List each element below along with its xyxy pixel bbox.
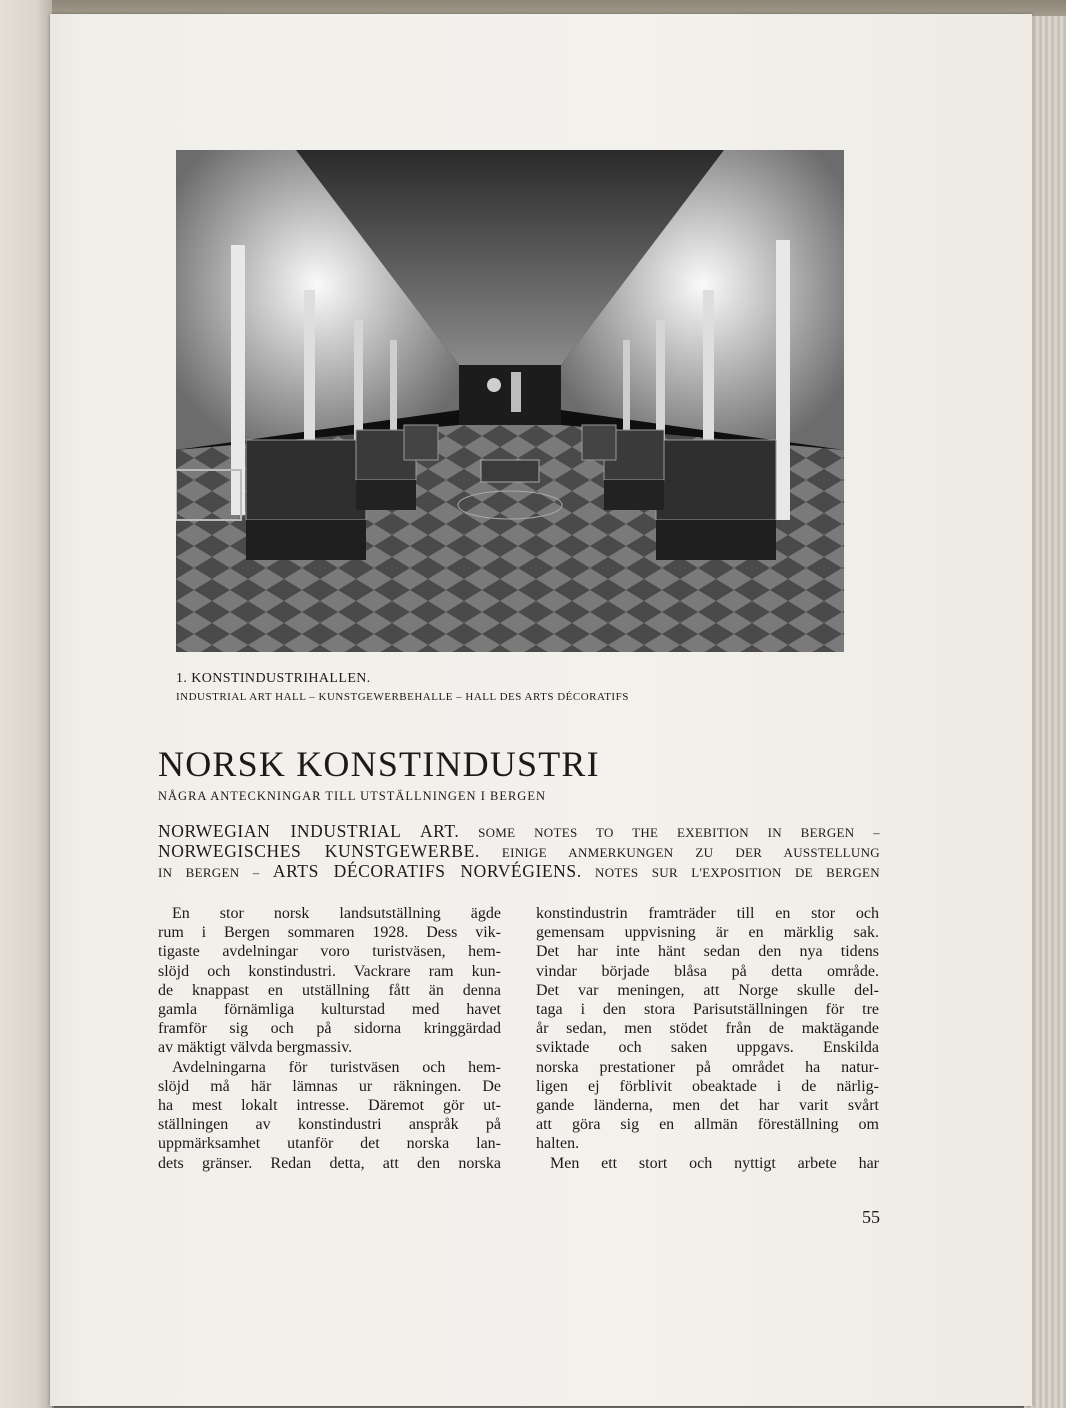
- book-page: [50, 14, 1032, 1406]
- text-line: Avdelningarna för turistväsen och hem-: [172, 1058, 501, 1076]
- translation-german-subtitle-end: IN BERGEN –: [158, 865, 260, 880]
- text-line: gande länderna, men det har varit svårt: [536, 1097, 879, 1115]
- text-line: En stor norsk landsutställning ägde: [172, 905, 501, 922]
- text-line: Det har inte hänt sedan den nya tidens: [536, 943, 879, 961]
- translation-english-title: NORWEGIAN INDUSTRIAL ART.: [158, 821, 460, 841]
- translation-french-subtitle: NOTES SUR L'EXPOSITION DE BERGEN: [595, 865, 880, 880]
- left-page-edge: [0, 0, 54, 1408]
- text-line: norska prestationer på området ha natur-: [536, 1058, 879, 1076]
- text-line: slöjd och konstindustri. Vackrare ram kun-: [158, 962, 501, 980]
- text-line: av mäktigt välvda bergmassiv.: [158, 1039, 353, 1057]
- text-line: ha mest lokalt intresse. Däremot gör ut-: [158, 1097, 501, 1115]
- text-line: uppmärksamhet utanför det norska lan-: [158, 1135, 501, 1153]
- figure-caption: 1. KONSTINDUSTRIHALLEN.: [176, 671, 371, 686]
- text-line: att göra sig en allmän föreställning om: [536, 1116, 879, 1134]
- body-column-right: [536, 904, 879, 1173]
- text-line: Det var meningen, att Norge skulle del-: [536, 981, 879, 999]
- text-line: ligen ej förblivit obeaktade i de närlig-: [536, 1077, 879, 1095]
- text-line: slöjd må här lämnas ur räkningen. De: [158, 1077, 501, 1095]
- translation-german-subtitle: EINIGE ANMERKUNGEN ZU DER AUSSTELLUNG: [501, 845, 880, 860]
- text-line: rum i Bergen sommaren 1928. Dess vik-: [158, 924, 501, 942]
- text-line: ställningen av konstindustri anspråk på: [158, 1116, 501, 1134]
- text-line: tigaste avdelningar voro turistväsen, hem-: [158, 943, 501, 961]
- article-title: NORSK KONSTINDUSTRI: [158, 744, 600, 784]
- text-line: taga i den stora Parisutställningen för tre: [536, 1001, 879, 1019]
- text-line: år sedan, men stödet från de maktägande: [536, 1020, 879, 1038]
- text-line: sviktade och saken uppgavs. Enskilda: [536, 1039, 879, 1057]
- figure-caption-translations: INDUSTRIAL ART HALL – KUNSTGEWERBEHALLE – HALL DES ARTS DÉCORATIFS: [176, 691, 629, 703]
- text-line: halten.: [536, 1135, 580, 1153]
- translation-english-subtitle: SOME NOTES TO THE EXEBITION IN BERGEN –: [478, 825, 880, 840]
- text-line: konstindustrin framträder till en stor och: [536, 905, 879, 922]
- article-subtitle: NÅGRA ANTECKNINGAR TILL UTSTÄLLNINGEN I BERGEN: [158, 789, 546, 803]
- text-line: Men ett stort och nyttigt arbete har: [550, 1154, 879, 1172]
- page-number: 55: [862, 1207, 880, 1227]
- exhibition-hall-photo: [176, 150, 844, 652]
- translation-french-title: ARTS DÉCORATIFS NORVÉGIENS.: [272, 861, 582, 881]
- text-line: dets gränser. Redan detta, att den norska: [158, 1154, 501, 1172]
- text-line: vindar började blåsa på detta område.: [536, 962, 879, 980]
- text-line: framför sig och på sidorna kringgärdad: [158, 1020, 501, 1038]
- text-line: gamla förnämliga kulturstad med havet: [158, 1001, 501, 1019]
- text-line: gemensam uppvisning är en märklig sak.: [536, 924, 879, 942]
- body-column-left: [158, 904, 501, 1173]
- text-line: de knappast en utställning fått än denna: [158, 981, 501, 999]
- translation-german-title: NORWEGISCHES KUNSTGEWERBE.: [158, 841, 480, 861]
- title-translations: [158, 822, 880, 882]
